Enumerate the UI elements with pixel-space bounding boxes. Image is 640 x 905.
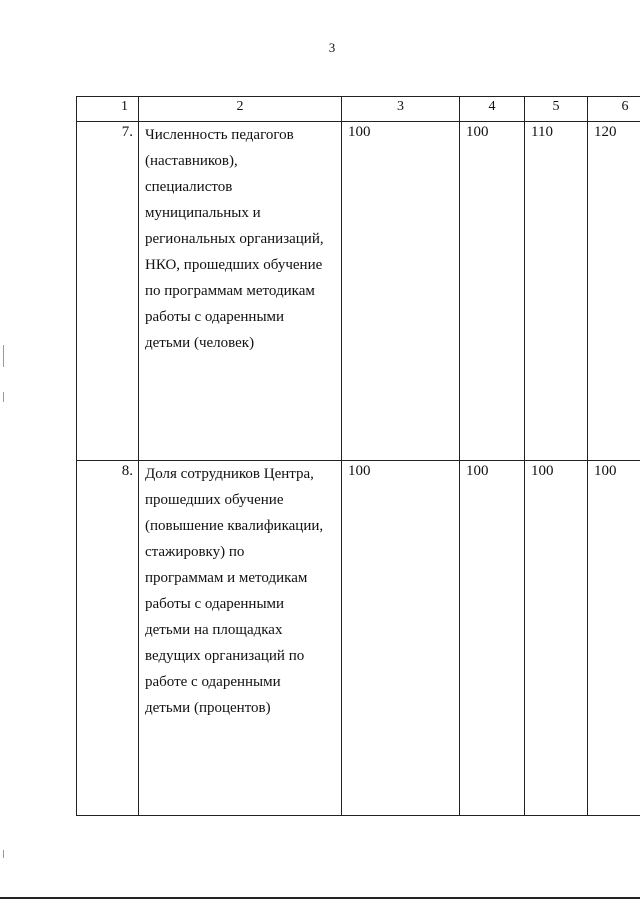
indicators-table — [76, 96, 640, 816]
description-line: (наставников), — [145, 153, 238, 169]
description-line: региональных организаций, — [145, 231, 324, 247]
column-header-1: 1 — [77, 97, 139, 122]
description-line: (повышение квалификации, — [145, 518, 324, 534]
value-column-4: 100 — [460, 461, 525, 816]
description-line: работы с одаренными — [145, 596, 285, 612]
column-header-3: 3 — [342, 97, 460, 122]
column-header-5: 5 — [525, 97, 588, 122]
description-line: детьми (процентов) — [145, 700, 271, 716]
description-line: работе с одаренными — [145, 674, 281, 690]
description-line: специалистов — [145, 179, 233, 195]
description-line: детьми на площадках — [145, 622, 283, 638]
value-column-5: 100 — [525, 461, 588, 816]
description-line: детьми (человек) — [145, 335, 255, 351]
indicator-description — [139, 461, 342, 816]
description-line: НКО, прошедших обучение — [145, 257, 323, 273]
scan-margin-mark — [3, 345, 4, 367]
value-column-5: 110 — [525, 122, 588, 461]
column-header-2: 2 — [139, 97, 342, 122]
description-line: муниципальных и — [145, 205, 261, 221]
value-column-3: 100 — [342, 461, 460, 816]
row-number: 8. — [77, 461, 139, 816]
description-line: ведущих организаций по — [145, 648, 305, 664]
table-row — [77, 461, 640, 816]
description-line: по программам методикам — [145, 283, 315, 299]
indicator-description — [139, 122, 342, 461]
description-line: программам и методикам — [145, 570, 308, 586]
page-bottom-rule — [0, 897, 640, 899]
value-column-4: 100 — [460, 122, 525, 461]
description-line: Доля сотрудников Центра, — [145, 466, 314, 482]
description-line: стажировку) по — [145, 544, 245, 560]
value-column-6: 100 — [588, 461, 640, 816]
description-line: работы с одаренными — [145, 309, 285, 325]
column-header-4: 4 — [460, 97, 525, 122]
column-header-6: 6 — [588, 97, 640, 122]
description-line: Численность педагогов — [145, 127, 294, 143]
table-row — [77, 122, 640, 461]
value-column-3: 100 — [342, 122, 460, 461]
scan-margin-mark — [3, 392, 4, 402]
table-header-row — [77, 97, 640, 122]
description-line: прошедших обучение — [145, 492, 284, 508]
value-column-6: 120 — [588, 122, 640, 461]
page-number: 3 — [328, 40, 336, 55]
scan-margin-mark — [3, 850, 4, 858]
row-number: 7. — [77, 122, 139, 461]
